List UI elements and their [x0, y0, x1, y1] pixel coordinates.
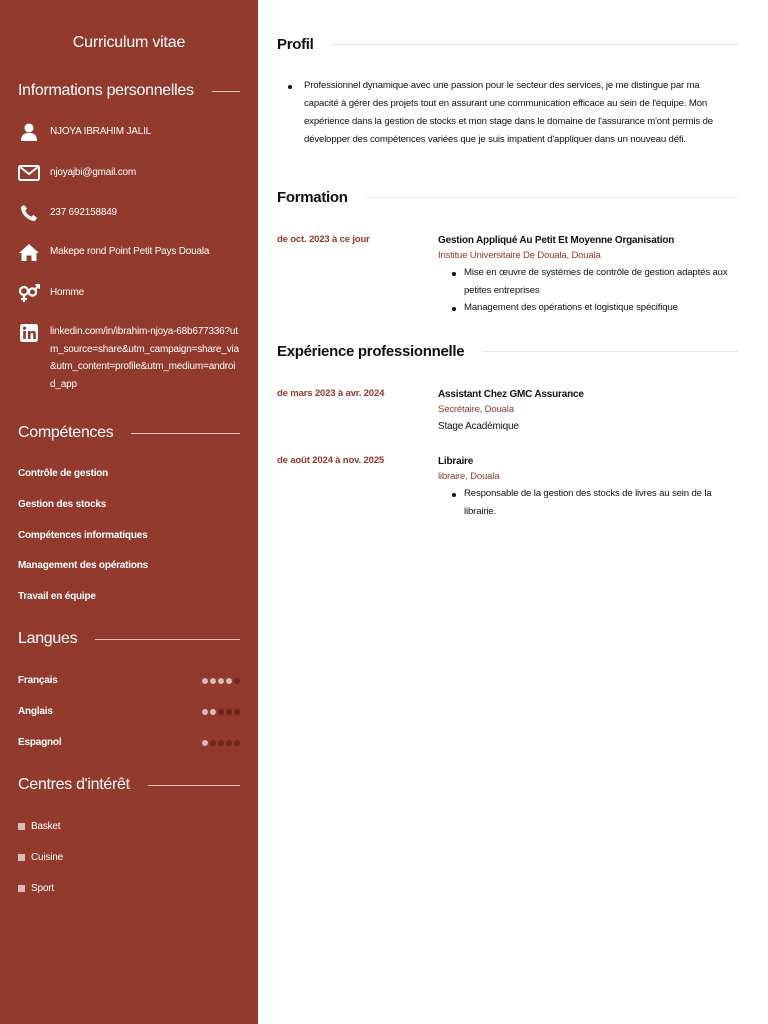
skills-heading [18, 422, 240, 444]
entry-subtitle: Institue Universitaire De Douala, Douala [438, 250, 601, 261]
info-address [18, 242, 240, 262]
sidebar [0, 0, 258, 1024]
education-heading [277, 187, 738, 207]
profile-text: Professionnel dynamique avec une passion pour le secteur des services, je me distingue par ma capacité à gérer des projets tout en assurant une communication efficace au sein de l'équipe. Mon expérience dans la gestion de stocks et mon stage dans le domaine de l'assurance m'ont permis de développer des compétences variées que je suis impatient d'appliquer dans un nouveau défi. [304, 80, 713, 145]
square-bullet-icon [18, 885, 25, 892]
level-dot-empty [210, 740, 216, 746]
phone-text[interactable]: 237 692158849 [50, 207, 117, 218]
languages-heading [18, 628, 240, 650]
level-dot-empty [234, 740, 240, 746]
entry-subtitle: libraire, Douala [438, 471, 500, 482]
heading-rule [482, 351, 738, 352]
level-dot-filled [202, 709, 208, 715]
entry-body [438, 455, 738, 520]
entry-date: de oct. 2023 à ce jour [277, 234, 370, 245]
skills-heading-text: Compétences [18, 424, 114, 441]
entry-bullets [452, 264, 738, 317]
entry-title: Gestion Appliqué Au Petit Et Moyenne Organisation [438, 235, 675, 246]
list-item [452, 264, 738, 299]
level-dot-empty [226, 740, 232, 746]
entry-body [438, 388, 738, 435]
profile-heading-text: Profil [277, 35, 314, 53]
experience-heading [277, 341, 738, 361]
heading-rule [332, 44, 738, 45]
skill-item: Travail en équipe [18, 591, 96, 602]
interests-heading [18, 774, 240, 796]
entry-bullets [452, 485, 738, 520]
profile-heading [277, 34, 738, 54]
entry-note: Stage Académique [438, 421, 519, 432]
heading-rule [366, 197, 738, 198]
level-dot-filled [202, 740, 208, 746]
list-item [452, 485, 738, 520]
square-bullet-icon [18, 854, 25, 861]
interest-item [18, 852, 63, 863]
info-name [18, 122, 240, 142]
language-name: Français [18, 675, 58, 686]
level-dot-filled [226, 678, 232, 684]
entry-subtitle: Secrétaire, Douala [438, 404, 514, 415]
entry-title: Assistant Chez GMC Assurance [438, 389, 584, 400]
info-linkedin[interactable] [18, 323, 240, 393]
entry-title: Libraire [438, 456, 474, 467]
language-name: Anglais [18, 706, 53, 717]
personal-info-heading [18, 80, 240, 102]
gender-icon [18, 283, 40, 303]
info-phone[interactable] [18, 203, 240, 223]
interest-label: Cuisine [31, 852, 63, 863]
skill-item: Gestion des stocks [18, 499, 107, 510]
address-text: Makepe rond Point Petit Pays Douala [50, 246, 210, 257]
bullet-icon [452, 272, 456, 276]
level-dot-empty [234, 709, 240, 715]
heading-rule [148, 785, 240, 786]
experience-heading-text: Expérience professionnelle [277, 342, 465, 360]
skill-item: Management des opérations [18, 560, 149, 571]
skill-item: Compétences informatiques [18, 530, 148, 541]
interest-label: Sport [31, 883, 54, 894]
info-email[interactable] [18, 163, 240, 183]
phone-icon [18, 203, 40, 223]
entry-body [438, 234, 738, 317]
language-row [18, 675, 240, 689]
language-row [18, 706, 240, 720]
level-dot-empty [226, 709, 232, 715]
profile-section [288, 77, 736, 149]
linkedin-text[interactable]: linkedin.com/in/ibrahim-njoya-68b677336?utm_source=share&utm_campaign=share_via&utm_content=profile&utm_medium=android_app [50, 326, 239, 390]
bullet-text: Mise en œuvre de systèmes de contrôle de gestion adaptés aux petites entreprises [464, 267, 728, 296]
interest-label: Basket [31, 821, 61, 832]
interest-item [18, 821, 60, 832]
bullet-icon [452, 493, 456, 497]
list-item [452, 299, 738, 317]
language-row [18, 737, 240, 751]
profile-paragraph [288, 77, 736, 149]
bullet-icon [452, 307, 456, 311]
home-icon [18, 242, 40, 262]
skill-item: Contrôle de gestion [18, 468, 109, 479]
level-dot-empty [234, 678, 240, 684]
personal-info-heading-text: Informations personnelles [18, 82, 194, 99]
level-dot-empty [218, 709, 224, 715]
level-dot-filled [210, 678, 216, 684]
level-dot-filled [202, 678, 208, 684]
bullet-icon [288, 85, 292, 89]
person-icon [18, 122, 40, 142]
name-text: NJOYA IBRAHIM JALIL [50, 126, 152, 137]
bullet-text: Responsable de la gestion des stocks de livres au sein de la librairie. [464, 488, 712, 517]
language-level-dots [202, 709, 240, 715]
linkedin-icon [18, 323, 40, 343]
interests-heading-text: Centres d'intérêt [18, 776, 130, 793]
gender-text: Homme [50, 287, 85, 298]
info-gender [18, 283, 240, 303]
level-dot-filled [210, 709, 216, 715]
entry-date: de août 2024 à nov. 2025 [277, 455, 385, 466]
languages-heading-text: Langues [18, 630, 78, 647]
education-heading-text: Formation [277, 188, 348, 206]
entry-date: de mars 2023 à avr. 2024 [277, 388, 385, 399]
interest-item [18, 883, 54, 894]
language-name: Espagnol [18, 737, 62, 748]
level-dot-empty [218, 740, 224, 746]
heading-rule [212, 91, 240, 92]
square-bullet-icon [18, 823, 25, 830]
envelope-icon [18, 163, 40, 183]
language-level-dots [202, 740, 240, 746]
heading-rule [131, 433, 240, 434]
bullet-text: Management des opérations et logistique spécifique [464, 302, 678, 313]
level-dot-filled [218, 678, 224, 684]
email-text[interactable]: njoyajbi@gmail.com [50, 167, 137, 178]
language-level-dots [202, 678, 240, 684]
heading-rule [95, 639, 240, 640]
cv-title: Curriculum vitae [72, 34, 186, 51]
